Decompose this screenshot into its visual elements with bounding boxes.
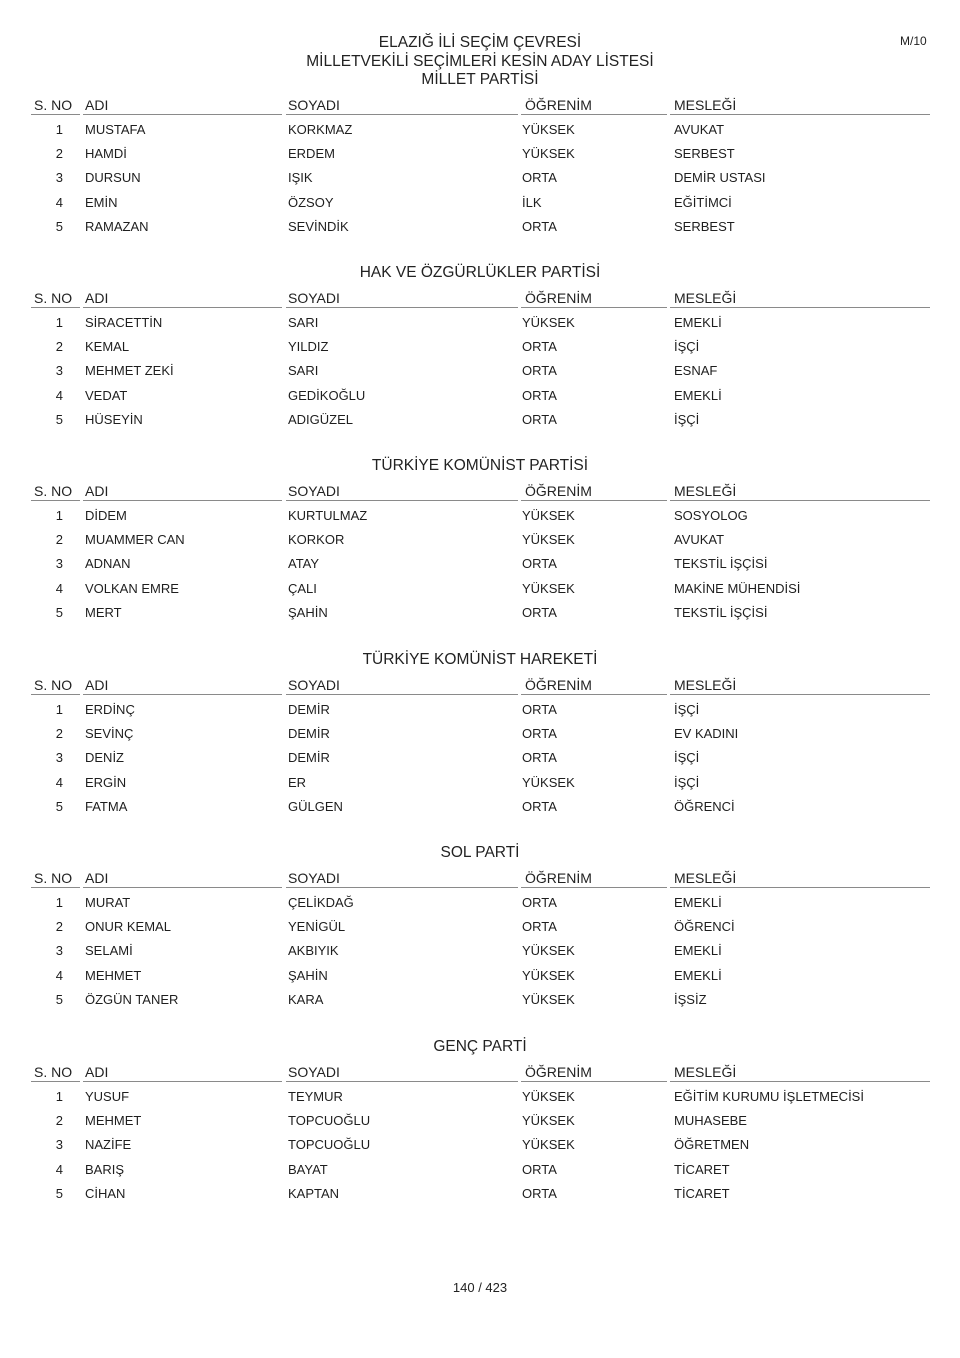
table-row (0, 339, 960, 363)
col-header-occupation: MESLEĞİ (670, 290, 930, 308)
cell-name: FATMA (85, 798, 128, 814)
cell-name: MUSTAFA (85, 122, 146, 137)
table-row (0, 605, 960, 629)
table-header (0, 1064, 960, 1084)
cell-surname: ADIGÜZEL (288, 411, 354, 427)
cell-occupation: ÖĞRETMEN (674, 1137, 750, 1153)
table-row (0, 170, 960, 194)
cell-name: DİDEM (85, 508, 127, 523)
cell-occupation: EĞİTİMCİ (674, 194, 732, 210)
table-row (0, 508, 960, 532)
cell-no: 3 (55, 1137, 63, 1153)
cell-education: YÜKSEK (522, 1113, 575, 1129)
cell-name: NAZİFE (85, 1137, 132, 1153)
title-line-list-name: MİLLETVEKİLİ SEÇİMLERİ KESİN ADAY LİSTESİ (306, 53, 654, 70)
col-header-surname: SOYADI (286, 870, 518, 888)
col-header-occupation: MESLEĞİ (670, 1064, 930, 1082)
table-row (0, 992, 960, 1016)
table-row (0, 363, 960, 387)
table-row (0, 532, 960, 556)
table-header (0, 483, 960, 503)
col-header-name: ADI (83, 870, 282, 888)
cell-name: DENİZ (85, 750, 124, 766)
cell-no: 3 (55, 170, 63, 186)
cell-no: 1 (55, 122, 63, 137)
col-header-no: S. NO (31, 483, 80, 501)
col-header-no: S. NO (31, 97, 80, 115)
page-code: M/10 (900, 34, 927, 48)
cell-education: ORTA (522, 363, 557, 379)
cell-no: 4 (55, 387, 63, 403)
cell-education: ORTA (522, 604, 557, 620)
cell-surname: TOPCUOĞLU (288, 1137, 371, 1153)
table-row (0, 219, 960, 243)
cell-occupation: EMEKLİ (674, 967, 722, 983)
table-row (0, 195, 960, 219)
cell-name: ADNAN (85, 556, 131, 572)
cell-no: 2 (55, 1113, 63, 1129)
cell-no: 3 (55, 556, 63, 572)
cell-occupation: EV KADINI (674, 726, 739, 742)
col-header-surname: SOYADI (286, 1064, 518, 1082)
cell-education: ORTA (522, 750, 557, 766)
table-row (0, 968, 960, 992)
cell-no: 2 (55, 919, 63, 935)
cell-education: ORTA (522, 556, 557, 572)
cell-surname: TEYMUR (288, 1089, 343, 1104)
col-header-name: ADI (83, 677, 282, 695)
table-row (0, 1113, 960, 1137)
cell-occupation: EMEKLİ (674, 895, 722, 910)
table-row (0, 895, 960, 919)
cell-surname: KARA (288, 991, 324, 1007)
cell-surname: YILDIZ (288, 339, 329, 355)
cell-no: 4 (55, 580, 63, 596)
col-header-no: S. NO (31, 677, 80, 695)
cell-surname: GEDİKOĞLU (288, 387, 366, 403)
cell-surname: DEMİR (288, 750, 330, 766)
cell-occupation: İŞÇİ (674, 411, 700, 427)
cell-no: 1 (55, 895, 63, 910)
cell-occupation: EMEKLİ (674, 943, 722, 959)
cell-education: ORTA (522, 339, 557, 355)
cell-surname: DEMİR (288, 726, 330, 742)
cell-no: 4 (55, 774, 63, 790)
cell-surname: SARI (288, 315, 319, 330)
table-row (0, 919, 960, 943)
cell-surname: DEMİR (288, 702, 330, 717)
cell-no: 5 (55, 991, 63, 1007)
cell-name: MEHMET ZEKİ (85, 363, 174, 379)
table-header (0, 97, 960, 117)
col-header-surname: SOYADI (286, 290, 518, 308)
cell-surname: GÜLGEN (288, 798, 343, 814)
cell-no: 1 (55, 508, 63, 523)
cell-no: 1 (55, 1089, 63, 1104)
cell-education: YÜKSEK (522, 943, 575, 959)
cell-no: 3 (55, 363, 63, 379)
cell-surname: ŞAHİN (288, 604, 328, 620)
table-row (0, 943, 960, 967)
table-row (0, 1162, 960, 1186)
cell-education: ORTA (522, 702, 557, 717)
cell-name: MURAT (85, 895, 131, 910)
cell-surname: SEVİNDİK (288, 218, 349, 234)
party-title: HAK VE ÖZGÜRLÜKLER PARTİSİ (359, 264, 601, 281)
cell-occupation: İŞSİZ (674, 991, 707, 1007)
col-header-no: S. NO (31, 870, 80, 888)
cell-education: YÜKSEK (522, 508, 575, 523)
party-title: MİLLET PARTİSİ (421, 71, 539, 88)
cell-name: SELAMİ (85, 943, 133, 959)
col-header-education: ÖĞRENİM (521, 677, 667, 695)
cell-name: CİHAN (85, 1185, 126, 1201)
col-header-occupation: MESLEĞİ (670, 870, 930, 888)
cell-surname: IŞIK (288, 170, 313, 186)
document-title (0, 33, 960, 71)
col-header-no: S. NO (31, 1064, 80, 1082)
cell-name: YUSUF (85, 1089, 130, 1104)
cell-education: ORTA (522, 726, 557, 742)
table-row (0, 122, 960, 146)
cell-occupation: EMEKLİ (674, 315, 722, 330)
cell-education: ORTA (522, 411, 557, 427)
cell-name: MUAMMER CAN (85, 532, 185, 548)
cell-name: RAMAZAN (85, 218, 149, 234)
cell-occupation: SERBEST (674, 146, 735, 162)
cell-no: 5 (55, 1185, 63, 1201)
cell-surname: KURTULMAZ (288, 508, 368, 523)
table-row (0, 315, 960, 339)
cell-surname: ERDEM (288, 146, 335, 162)
cell-education: YÜKSEK (522, 532, 575, 548)
title-line-electoral-district: ELAZIĞ İLİ SEÇİM ÇEVRESİ (378, 34, 582, 51)
cell-education: ORTA (522, 170, 557, 186)
col-header-surname: SOYADI (286, 677, 518, 695)
col-header-education: ÖĞRENİM (521, 97, 667, 115)
cell-name: ONUR KEMAL (85, 919, 171, 935)
col-header-education: ÖĞRENİM (521, 483, 667, 501)
party-title: TÜRKİYE KOMÜNİST PARTİSİ (371, 457, 589, 474)
cell-education: YÜKSEK (522, 122, 575, 137)
cell-occupation: SERBEST (674, 218, 735, 234)
col-header-name: ADI (83, 97, 282, 115)
cell-name: HÜSEYİN (85, 411, 143, 427)
cell-education: İLK (522, 194, 542, 210)
table-row (0, 1089, 960, 1113)
table-row (0, 412, 960, 436)
cell-name: ERGİN (85, 774, 127, 790)
table-row (0, 775, 960, 799)
table-row (0, 750, 960, 774)
cell-occupation: İŞÇİ (674, 750, 700, 766)
cell-education: ORTA (522, 1185, 557, 1201)
table-header (0, 870, 960, 890)
table-row (0, 702, 960, 726)
col-header-education: ÖĞRENİM (521, 1064, 667, 1082)
cell-occupation: TİCARET (674, 1185, 730, 1201)
table-header (0, 290, 960, 310)
table-row (0, 726, 960, 750)
col-header-occupation: MESLEĞİ (670, 483, 930, 501)
cell-name: ERDİNÇ (85, 702, 135, 717)
cell-name: HAMDİ (85, 146, 127, 162)
col-header-name: ADI (83, 1064, 282, 1082)
cell-surname: KORKOR (288, 532, 345, 548)
cell-surname: ER (288, 774, 307, 790)
cell-name: SEVİNÇ (85, 726, 134, 742)
cell-education: ORTA (522, 218, 557, 234)
cell-occupation: ÖĞRENCİ (674, 919, 735, 935)
table-header (0, 677, 960, 697)
cell-occupation: TEKSTİL İŞÇİSİ (674, 556, 768, 572)
cell-no: 4 (55, 967, 63, 983)
cell-name: BARIŞ (85, 1161, 125, 1177)
cell-education: ORTA (522, 387, 557, 403)
cell-no: 2 (55, 146, 63, 162)
cell-occupation: DEMİR USTASI (674, 170, 766, 186)
party-title: TÜRKİYE KOMÜNİST HAREKETİ (362, 651, 598, 668)
cell-occupation: İŞÇİ (674, 339, 700, 355)
cell-occupation: TİCARET (674, 1161, 730, 1177)
table-row (0, 556, 960, 580)
cell-name: VEDAT (85, 387, 128, 403)
cell-occupation: SOSYOLOG (674, 508, 748, 523)
cell-no: 4 (55, 194, 63, 210)
cell-occupation: İŞÇİ (674, 774, 700, 790)
cell-occupation: MAKİNE MÜHENDİSİ (674, 580, 801, 596)
cell-education: YÜKSEK (522, 774, 575, 790)
cell-no: 2 (55, 726, 63, 742)
cell-name: DURSUN (85, 170, 141, 186)
party-title: GENÇ PARTİ (433, 1038, 527, 1055)
cell-no: 4 (55, 1161, 63, 1177)
cell-surname: KAPTAN (288, 1185, 340, 1201)
table-row (0, 388, 960, 412)
col-header-no: S. NO (31, 290, 80, 308)
party-title: SOL PARTİ (440, 844, 520, 861)
cell-surname: SARI (288, 363, 319, 379)
cell-name: MEHMET (85, 1113, 142, 1129)
cell-occupation: AVUKAT (674, 532, 725, 548)
cell-name: VOLKAN EMRE (85, 580, 179, 596)
cell-no: 5 (55, 798, 63, 814)
cell-no: 5 (55, 218, 63, 234)
cell-name: MEHMET (85, 967, 142, 983)
cell-surname: ÖZSOY (288, 194, 334, 210)
cell-education: YÜKSEK (522, 967, 575, 983)
cell-surname: YENİGÜL (288, 919, 346, 935)
col-header-surname: SOYADI (286, 483, 518, 501)
cell-surname: AKBIYIK (288, 943, 339, 959)
col-header-education: ÖĞRENİM (521, 290, 667, 308)
cell-no: 1 (55, 315, 63, 330)
col-header-occupation: MESLEĞİ (670, 677, 930, 695)
cell-education: YÜKSEK (522, 315, 575, 330)
col-header-education: ÖĞRENİM (521, 870, 667, 888)
cell-occupation: ESNAF (674, 363, 718, 379)
cell-occupation: MUHASEBE (674, 1113, 747, 1129)
cell-occupation: AVUKAT (674, 122, 725, 137)
col-header-surname: SOYADI (286, 97, 518, 115)
table-row (0, 146, 960, 170)
cell-surname: TOPCUOĞLU (288, 1113, 371, 1129)
cell-occupation: TEKSTİL İŞÇİSİ (674, 604, 768, 620)
cell-surname: KORKMAZ (288, 122, 353, 137)
cell-education: ORTA (522, 798, 557, 814)
col-header-name: ADI (83, 483, 282, 501)
cell-education: YÜKSEK (522, 580, 575, 596)
page-number: 140 / 423 (452, 1280, 508, 1295)
table-row (0, 1186, 960, 1210)
cell-no: 3 (55, 750, 63, 766)
cell-no: 3 (55, 943, 63, 959)
cell-surname: ATAY (288, 556, 320, 572)
cell-occupation: EMEKLİ (674, 387, 722, 403)
col-header-name: ADI (83, 290, 282, 308)
cell-surname: ÇALI (288, 580, 317, 596)
cell-education: ORTA (522, 919, 557, 935)
cell-education: YÜKSEK (522, 1089, 575, 1104)
cell-name: EMİN (85, 194, 118, 210)
cell-occupation: ÖĞRENCİ (674, 798, 735, 814)
cell-name: KEMAL (85, 339, 130, 355)
table-row (0, 581, 960, 605)
cell-name: MERT (85, 604, 122, 620)
cell-no: 5 (55, 411, 63, 427)
cell-no: 2 (55, 339, 63, 355)
cell-name: ÖZGÜN TANER (85, 991, 179, 1007)
table-row (0, 1137, 960, 1161)
table-row (0, 799, 960, 823)
cell-occupation: EĞİTİM KURUMU İŞLETMECİSİ (674, 1089, 864, 1104)
cell-no: 2 (55, 532, 63, 548)
cell-education: YÜKSEK (522, 1137, 575, 1153)
cell-education: YÜKSEK (522, 991, 575, 1007)
cell-surname: BAYAT (288, 1161, 328, 1177)
cell-occupation: İŞÇİ (674, 702, 700, 717)
cell-education: ORTA (522, 1161, 557, 1177)
col-header-occupation: MESLEĞİ (670, 97, 930, 115)
cell-no: 5 (55, 604, 63, 620)
cell-name: SİRACETTİN (85, 315, 163, 330)
cell-surname: ÇELİKDAĞ (288, 895, 354, 910)
cell-education: YÜKSEK (522, 146, 575, 162)
cell-no: 1 (55, 702, 63, 717)
cell-education: ORTA (522, 895, 557, 910)
cell-surname: ŞAHİN (288, 967, 328, 983)
